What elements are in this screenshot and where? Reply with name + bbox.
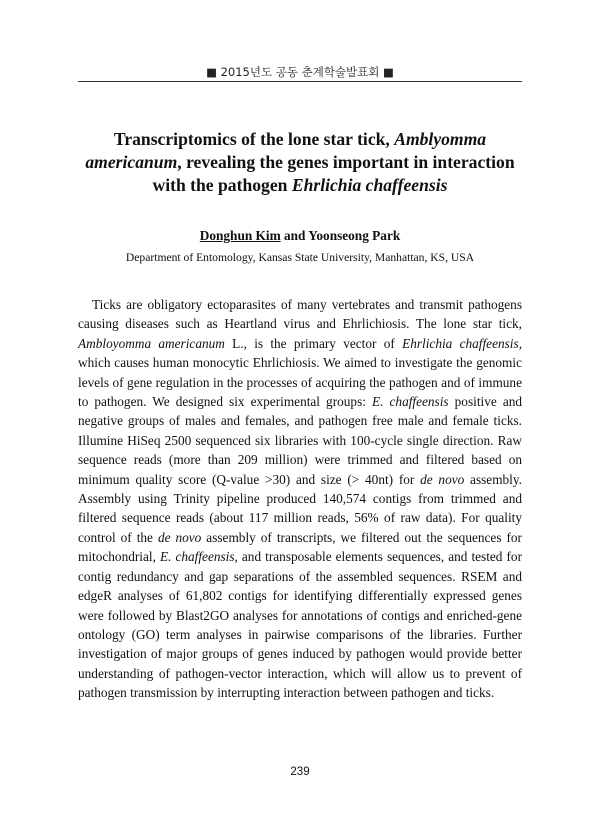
abstract-text-run: , which causes human monocytic Ehrlichiosis. We aimed to investigate the genomic levels of gene regulation in the processes of acquiring the pathogen and of immune to pathogen. We designed six experimental groups: <box>78 335 523 410</box>
abstract-text-run: positive and negative groups of males and females, and pathogen free male and female ticks. Illumine HiSeq 2500 sequenced six libraries with 100-cycle single direction. Raw sequence reads (more than 209 million) were trimmed and filtered based on minimum quality score (Q-value >30) and size (> 40nt) for <box>78 394 523 487</box>
abstract-italic-run: Ambloyomma americanum <box>78 335 225 351</box>
title-part-1: Transcriptomics of the lone star tick, <box>113 129 395 149</box>
abstract-italic-run: E. chaffeensis <box>372 394 449 410</box>
abstract-text-run: , and transposable elements sequences, and tested for contig redundancy and gap separations of the assembled sequences. RSEM and edgeR analyses of 61,802 contigs for identifying differentially expressed genes were followed by Blast2GO analyses for annotations of contigs and enriched-gene ontology (GO) term analyses in pairwise comparisons of the libraries. Further investigation of major groups of genes induced by pathogen would provide better understanding of pathogen-vector interaction, which will allow us to prevent of pathogen transmission by interrupting interaction between pathogen and ticks. <box>78 549 523 701</box>
title-pathogen: Ehrlichia chaffeensis <box>291 175 448 195</box>
header-rule <box>78 81 522 82</box>
abstract-text-run: assembly. Assembly using Trinity pipeline produced 140,574 contigs from trimmed and filtered sequence reads (about 117 million reads, 56% of raw data). For quality control of the <box>78 471 522 545</box>
author-line <box>70 228 530 244</box>
page-number: 239 <box>290 766 310 778</box>
abstract-text-run: L., is the primary vector of <box>224 335 403 351</box>
abstract-italic-run: Ehrlichia chaffeensis <box>402 335 519 351</box>
title-part-2: , revealing the genes important in interaction with the pathogen <box>152 152 515 195</box>
paper-title <box>70 128 530 197</box>
affiliation: Department of Entomology, Kansas State University, Manhattan, KS, USA <box>125 251 475 264</box>
abstract-text-run: Ticks are obligatory ectoparasites of many vertebrates and transmit pathogens causing diseases such as Heartland virus and Ehrlichiosis. The lone star tick, <box>78 297 522 332</box>
abstract-text-run: assembly of transcripts, we filtered out the sequences for mitochondrial, <box>78 529 522 565</box>
abstract-body <box>78 295 522 703</box>
title-species: Amblyomma americanum <box>85 129 487 172</box>
abstract-italic-run: E. chaffeensis <box>159 549 235 565</box>
running-header: ■ 2015년도 공동 춘계학술발표회 ■ <box>206 65 394 79</box>
abstract-italic-run: de novo <box>157 529 202 545</box>
abstract-italic-run: de novo <box>420 471 465 487</box>
co-authors: and Yoonseong Park <box>280 228 401 243</box>
presenting-author: Donghun Kim <box>199 228 281 243</box>
